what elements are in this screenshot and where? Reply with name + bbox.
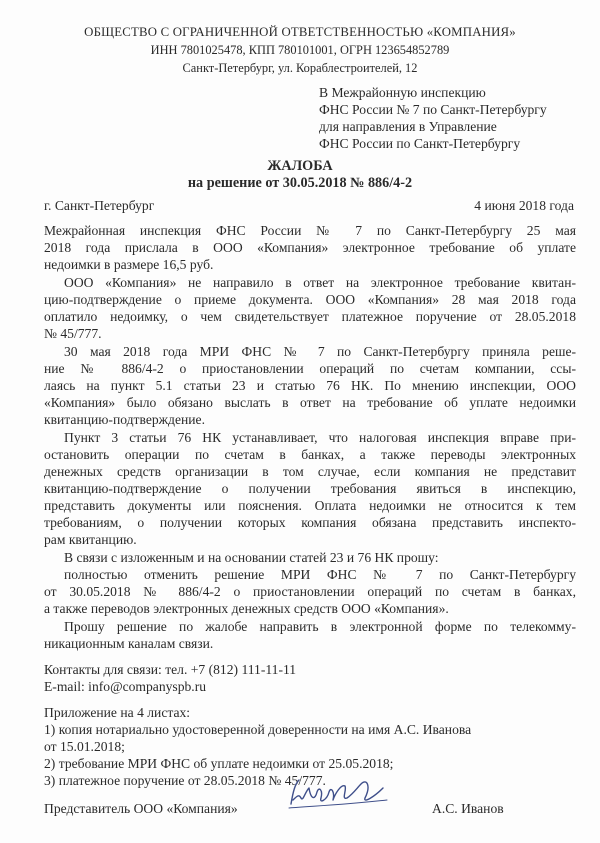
signatory-name: А.С. Иванов [432,801,504,816]
attachment-item: 3) платежное поручение от 28.05.2018 № 45/777. [44,773,326,788]
body-line: оплатило недоимку, о чем свидетельствует платежное поручение от 28.05.2018 [44,309,576,324]
body-line: лаясь на пункт 5.1 статьи 23 и статью 76 НК. По мнению инспекции, ООО [44,378,576,393]
body-line: недоимки в размере 16,5 руб. [44,257,214,272]
recipient-line-4: ФНС России по Санкт-Петербургу [319,136,521,151]
body-line: ООО «Компания» не направило в ответ на электронное требование квитан- [64,275,576,290]
recipient-line-2: ФНС России № 7 по Санкт-Петербургу [319,102,547,117]
body-line: от 30.05.2018 № 886/4-2 о приостановлении операций по счетам в банках, [44,584,576,599]
body-line: Прошу решение по жалобе направить в электронной форме по телекомму- [64,619,576,634]
body-line: рам квитанцию. [44,532,137,547]
place: г. Санкт-Петербург [44,198,155,213]
body-line: остановить операции по счетам в банках, а также переводы электронных [44,447,576,462]
body-line: представить документы или пояснения. Оплата недоимки не относится к тем [44,498,576,513]
contact-email: E-mail: info@companyspb.ru [44,679,207,694]
body-line: квитанцию-подтверждение о получении требования явиться в инспекцию, [44,481,576,496]
recipient-line-3: для направления в Управление [319,119,497,134]
body-line: 30 мая 2018 года МРИ ФНС № 7 по Санкт-Петербургу приняла реше- [64,344,576,359]
signatory-role: Представитель ООО «Компания» [44,801,238,816]
attachments-title: Приложение на 4 листах: [44,705,191,720]
recipient-line-1: В Межрайонную инспекцию [319,85,486,100]
attachment-item: 1) копия нотариально удостоверенной доверенности на имя А.С. Иванова [44,722,472,737]
date: 4 июня 2018 года [474,198,574,213]
org-name: ОБЩЕСТВО С ОГРАНИЧЕННОЙ ОТВЕТСТВЕННОСТЬЮ «КОМПАНИЯ» [84,25,516,39]
attachment-item: от 15.01.2018; [44,739,125,754]
body-line: цию-подтверждение о приеме документа. ООО «Компания» 28 мая 2018 года [44,292,576,307]
org-ids: ИНН 7801025478, КПП 780101001, ОГРН 123654852789 [150,43,450,57]
body-line: Пункт 3 статьи 76 НК устанавливает, что налоговая инспекция вправе при- [64,430,576,445]
body-line: полностью отменить решение МРИ ФНС № 7 по Санкт-Петербургу [64,567,576,582]
document-subtitle: на решение от 30.05.2018 № 886/4-2 [187,175,413,191]
body-line: никационным каналам связи. [44,636,214,651]
body-line: 2018 года прислала в ООО «Компания» электронное требование об уплате [44,240,576,255]
body-line: В связи с изложенным и на основании статей 23 и 76 НК прошу: [64,550,439,565]
handwritten-signature [283,770,393,818]
document-title: ЖАЛОБА [267,158,333,174]
contact-phone: Контакты для связи: тел. +7 (812) 111-11-11 [44,662,297,677]
org-address: Санкт-Петербург, ул. Кораблестроителей, 12 [182,61,418,75]
body-line: Межрайонная инспекция ФНС России № 7 по Санкт-Петербургу 25 мая [44,223,576,238]
body-line: ние № 886/4-2 о приостановлении операций по счетам компании, ссы- [44,361,576,376]
body-line: № 45/777. [44,326,102,341]
body-line: денежных средств организации в том случае, если компания не представит [44,464,576,479]
body-line: а также переводов электронных денежных средств ООО «Компания». [44,601,449,616]
body-line: квитанцию-подтверждение. [44,412,205,427]
body-line: требованиям, о получении которых компания обязана представить инспекто- [44,515,576,530]
attachment-item: 2) требование МРИ ФНС об уплате недоимки от 25.05.2018; [44,756,394,771]
body-line: «Компания» было обязано выслать в ответ на требование об уплате недоимки [44,395,576,410]
